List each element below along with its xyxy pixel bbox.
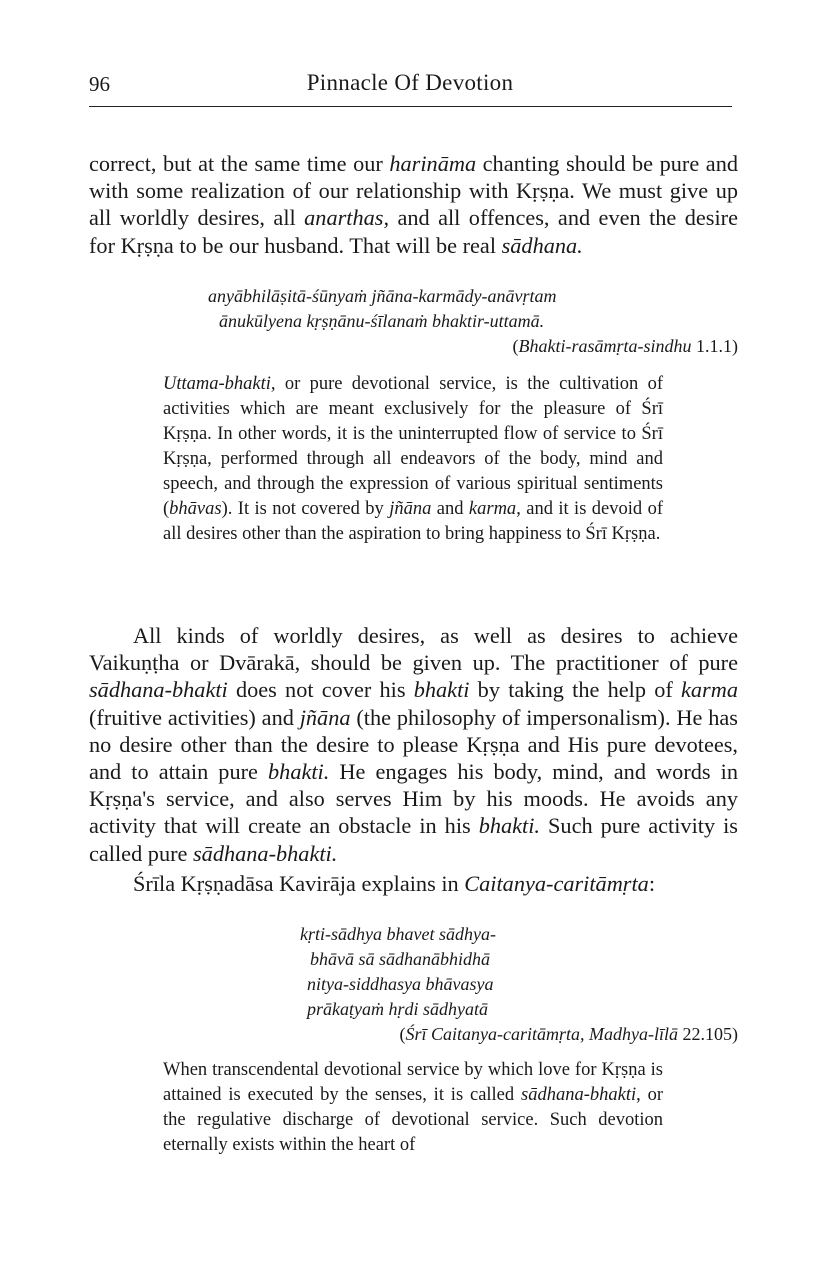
italic-term: karma bbox=[468, 499, 517, 519]
italic-term: karma bbox=[681, 677, 738, 703]
verse-line: ānukūlyena kṛṣṇānu-śīlanaṁ bhaktir-uttamā. bbox=[219, 311, 545, 331]
italic-term: jñāna bbox=[299, 704, 351, 730]
source-title: Bhakti-rasāmṛta-sindhu bbox=[518, 336, 692, 356]
italic-term: sādhana-bhakti bbox=[521, 1085, 637, 1105]
source-paren: ( bbox=[399, 1024, 406, 1044]
italic-term: Uttama-bhakti, bbox=[163, 374, 276, 394]
text-run: All kinds of worldly desires, as well as desires to achieve Vaikuṇṭha or Dvārakā, should be given up. The practitioner of pure bbox=[89, 623, 738, 676]
text-run: : bbox=[648, 871, 656, 896]
italic-term: sādhana-bhakti. bbox=[193, 840, 338, 866]
text-run: correct, but at the same time our bbox=[89, 151, 390, 176]
source-paren: ( bbox=[512, 336, 519, 356]
paragraph-intro bbox=[89, 150, 738, 259]
verse-line: kṛti-sādhya bhavet sādhya- bbox=[300, 924, 496, 944]
text-run: and bbox=[431, 499, 469, 519]
sanskrit-verse-2 bbox=[300, 922, 496, 1022]
verse-line: prākaṭyaṁ hṛdi sādhyatā bbox=[307, 999, 488, 1019]
text-run: by taking the help of bbox=[469, 677, 682, 703]
verse-line: nitya-siddhasya bhāvasya bbox=[307, 974, 494, 994]
verse-line: anyābhilāṣitā-śūnyaṁ jñāna-karmādy-anāvṛtam bbox=[208, 286, 557, 306]
italic-term: jñāna bbox=[389, 499, 432, 519]
italic-term: anarthas, bbox=[304, 205, 390, 231]
italic-term: bhakti. bbox=[268, 759, 330, 785]
translation-1 bbox=[163, 372, 663, 547]
header-rule bbox=[89, 106, 732, 107]
source-ref: 22.105) bbox=[678, 1024, 738, 1044]
italic-term: sādhana. bbox=[501, 232, 583, 258]
verse-2-source bbox=[400, 1022, 738, 1047]
sanskrit-verse-1 bbox=[208, 284, 556, 334]
page-header bbox=[89, 72, 731, 106]
source-title: Śrī Caitanya-caritāmṛta, Madhya-līlā bbox=[405, 1024, 678, 1044]
verse-line: bhāvā sā sādhanābhidhā bbox=[310, 949, 490, 969]
text-run: Śrīla Kṛṣṇadāsa Kavirāja explains in bbox=[133, 871, 465, 896]
italic-term: bhāvas bbox=[169, 499, 222, 519]
italic-term: harināma bbox=[389, 151, 477, 176]
italic-term: bhakti. bbox=[478, 813, 541, 839]
translation-2 bbox=[163, 1058, 663, 1158]
paragraph-main bbox=[89, 622, 738, 867]
verse-1-source bbox=[513, 334, 739, 359]
text-run: ). It is not covered by bbox=[221, 499, 390, 519]
text-run: (the philosophy of impersonalism). He has no desire other than the desire to please Kṛṣṇa and His pure devotees, and to attain pure bbox=[89, 704, 738, 785]
italic-term: Caitanya-caritāmṛta bbox=[464, 871, 649, 896]
paragraph-reference bbox=[89, 870, 738, 897]
italic-term: bhakti bbox=[413, 677, 470, 703]
text-run: He engages his body, mind, and words in Kṛṣṇa's service, and also serves Him by his moods. He avoids any activity that will create an obstacle in his bbox=[89, 759, 738, 839]
text-run: and all offences, and even the desire for Kṛṣṇa to be our husband. That will be real bbox=[89, 205, 738, 258]
text-run: chanting should be pure and with some realization of our relationship with Kṛṣṇa. We must give up all worldly desires, all bbox=[89, 151, 738, 231]
running-title: Pinnacle Of Devotion bbox=[306, 70, 514, 95]
text-run: does not cover his bbox=[227, 677, 414, 703]
text-run: (fruitive activities) and bbox=[89, 704, 300, 730]
text-run: , or the regulative discharge of devotional service. Such devotion eternally exists within the heart of bbox=[163, 1085, 663, 1155]
italic-term: sādhana-bhakti bbox=[89, 677, 228, 703]
text-run: , and it is devoid of all desires other than the aspiration to bring happiness to Śrī Kṛṣṇa. bbox=[163, 499, 663, 544]
source-ref: 1.1.1) bbox=[691, 336, 738, 356]
text-run: or pure devotional service, is the cultivation of activities which are meant exclusively for the pleasure of Śrī Kṛṣṇa. In other words, it is the uninterrupted flow of service to Śrī Kṛṣṇa, performed through all endeavors of the body, mind and speech, and through the expression of various spiritual sentiments ( bbox=[163, 374, 663, 519]
text-run: Such pure activity is called pure bbox=[89, 813, 738, 866]
text-run: When transcendental devotional service by which love for Kṛṣṇa is attained is executed by the senses, it is called bbox=[163, 1060, 663, 1105]
page-number: 96 bbox=[89, 72, 110, 96]
